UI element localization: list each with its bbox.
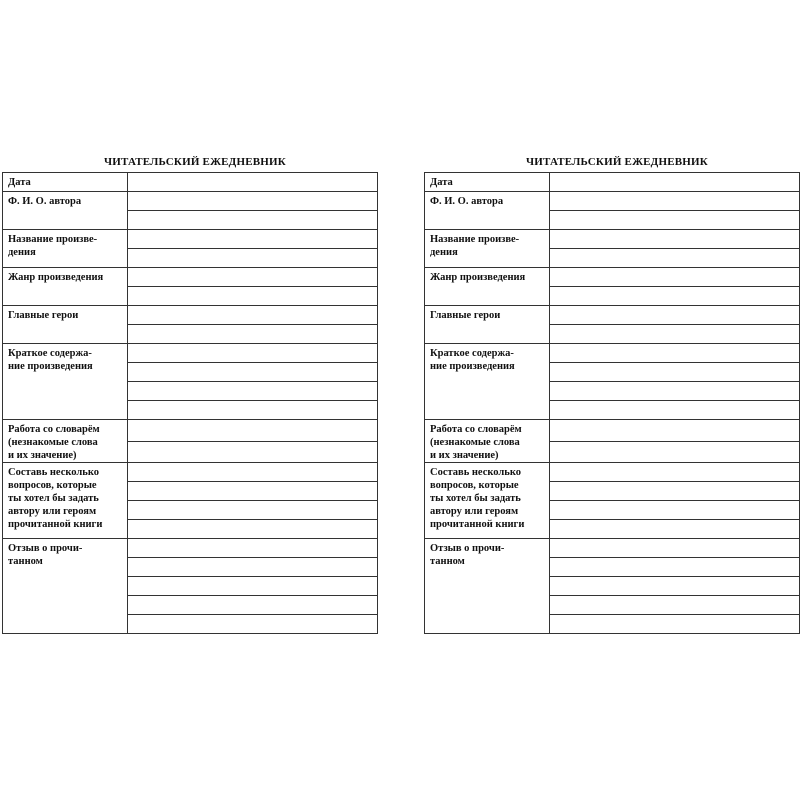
write-line[interactable] [128, 420, 378, 442]
write-line[interactable] [550, 401, 800, 420]
diary-row [3, 268, 378, 287]
write-line[interactable] [550, 558, 800, 577]
write-line[interactable] [550, 463, 800, 482]
write-line[interactable] [128, 344, 378, 363]
diary-row [425, 192, 800, 211]
section-label [3, 344, 128, 420]
diary-row [3, 420, 378, 442]
diary-row [425, 306, 800, 325]
write-line[interactable] [550, 287, 800, 306]
section-label [3, 268, 128, 306]
write-line[interactable] [128, 482, 378, 501]
write-line[interactable] [128, 173, 378, 192]
write-line[interactable] [550, 577, 800, 596]
page-title: ЧИТАТЕЛЬСКИЙ ЕЖЕДНЕВНИК [104, 156, 286, 168]
section-label-line: дения [430, 247, 458, 258]
section-label-line: Жанр произведения [430, 272, 526, 283]
section-label-line: прочитанной книги [8, 519, 103, 530]
section-label [425, 306, 550, 344]
write-line[interactable] [128, 382, 378, 401]
section-label-line: ты хотел бы задать [430, 493, 521, 504]
section-label [425, 539, 550, 634]
write-line[interactable] [550, 230, 800, 249]
section-label [425, 173, 550, 192]
section-label-line: автору или героям [8, 506, 97, 517]
write-line[interactable] [550, 520, 800, 539]
section-label-line: Краткое содержа- [8, 348, 92, 359]
section-label-line: Жанр произведения [8, 272, 104, 283]
write-line[interactable] [550, 441, 800, 463]
section-label-line: вопросов, которые [430, 480, 519, 491]
write-line[interactable] [128, 211, 378, 230]
write-line[interactable] [550, 539, 800, 558]
section-label-line: Ф. И. О. автора [430, 196, 504, 207]
write-line[interactable] [128, 558, 378, 577]
diary-row [425, 463, 800, 482]
section-label [3, 420, 128, 463]
write-line[interactable] [128, 306, 378, 325]
write-line[interactable] [550, 249, 800, 268]
write-line[interactable] [550, 325, 800, 344]
write-line[interactable] [128, 325, 378, 344]
section-label [3, 306, 128, 344]
write-line[interactable] [550, 501, 800, 520]
write-line[interactable] [550, 268, 800, 287]
diary-row [425, 539, 800, 558]
section-label [3, 463, 128, 539]
write-line[interactable] [128, 463, 378, 482]
diary-row [3, 192, 378, 211]
diary-row [3, 173, 378, 192]
write-line[interactable] [128, 596, 378, 615]
section-label-line: вопросов, которые [8, 480, 97, 491]
write-line[interactable] [550, 382, 800, 401]
write-line[interactable] [128, 192, 378, 211]
section-label-line: Работа со словарём [8, 424, 100, 435]
section-label [425, 192, 550, 230]
write-line[interactable] [128, 249, 378, 268]
diary-row [3, 539, 378, 558]
section-label-line: Название произве- [430, 234, 520, 245]
section-label-line: Ф. И. О. автора [8, 196, 82, 207]
diary-page-left [2, 152, 378, 634]
write-line[interactable] [550, 192, 800, 211]
section-label-line: прочитанной книги [430, 519, 525, 530]
write-line[interactable] [128, 268, 378, 287]
diary-table [424, 172, 800, 634]
write-line[interactable] [550, 615, 800, 634]
diary-row [3, 344, 378, 363]
section-label-line: Составь несколько [430, 467, 522, 478]
section-label [3, 539, 128, 634]
section-label-line: (незнакомые слова [430, 437, 520, 448]
page-title: ЧИТАТЕЛЬСКИЙ ЕЖЕДНЕВНИК [526, 156, 708, 168]
diary-row [3, 306, 378, 325]
write-line[interactable] [128, 363, 378, 382]
section-label-line: Краткое содержа- [430, 348, 514, 359]
diary-table [2, 172, 378, 634]
section-label-line: ние произведения [8, 361, 93, 372]
write-line[interactable] [128, 520, 378, 539]
write-line[interactable] [128, 401, 378, 420]
write-line[interactable] [550, 596, 800, 615]
write-line[interactable] [550, 344, 800, 363]
write-line[interactable] [128, 287, 378, 306]
section-label-line: Главные герои [430, 310, 501, 321]
section-label-line: танном [8, 556, 43, 567]
section-label-line: танном [430, 556, 465, 567]
section-label [425, 420, 550, 463]
section-label [425, 344, 550, 420]
section-label-line: Отзыв о прочи- [430, 543, 505, 554]
section-label-line: Дата [430, 177, 453, 188]
write-line[interactable] [550, 211, 800, 230]
write-line[interactable] [550, 363, 800, 382]
write-line[interactable] [550, 420, 800, 442]
diary-row [425, 173, 800, 192]
section-label-line: Главные герои [8, 310, 79, 321]
write-line[interactable] [128, 577, 378, 596]
section-label-line: Работа со словарём [430, 424, 522, 435]
section-label-line: автору или героям [430, 506, 519, 517]
write-line[interactable] [550, 482, 800, 501]
diary-row [425, 230, 800, 249]
write-line[interactable] [128, 441, 378, 463]
section-label [3, 230, 128, 268]
write-line[interactable] [550, 306, 800, 325]
section-label [425, 268, 550, 306]
section-label-line: (незнакомые слова [8, 437, 98, 448]
section-label-line: и их значение) [430, 450, 499, 461]
diary-row [3, 463, 378, 482]
write-line[interactable] [128, 501, 378, 520]
diary-row [425, 268, 800, 287]
section-label-line: ты хотел бы задать [8, 493, 99, 504]
write-line[interactable] [550, 173, 800, 192]
section-label-line: ние произведения [430, 361, 515, 372]
section-label-line: Дата [8, 177, 31, 188]
section-label [3, 173, 128, 192]
write-line[interactable] [128, 230, 378, 249]
write-line[interactable] [128, 615, 378, 634]
section-label-line: и их значение) [8, 450, 77, 461]
section-label-line: Название произве- [8, 234, 98, 245]
section-label-line: Отзыв о прочи- [8, 543, 83, 554]
section-label-line: дения [8, 247, 36, 258]
diary-row [425, 420, 800, 442]
diary-page-right [424, 152, 800, 634]
diary-row [425, 344, 800, 363]
section-label-line: Составь несколько [8, 467, 100, 478]
section-label [425, 230, 550, 268]
write-line[interactable] [128, 539, 378, 558]
section-label [3, 192, 128, 230]
diary-row [3, 230, 378, 249]
section-label [425, 463, 550, 539]
